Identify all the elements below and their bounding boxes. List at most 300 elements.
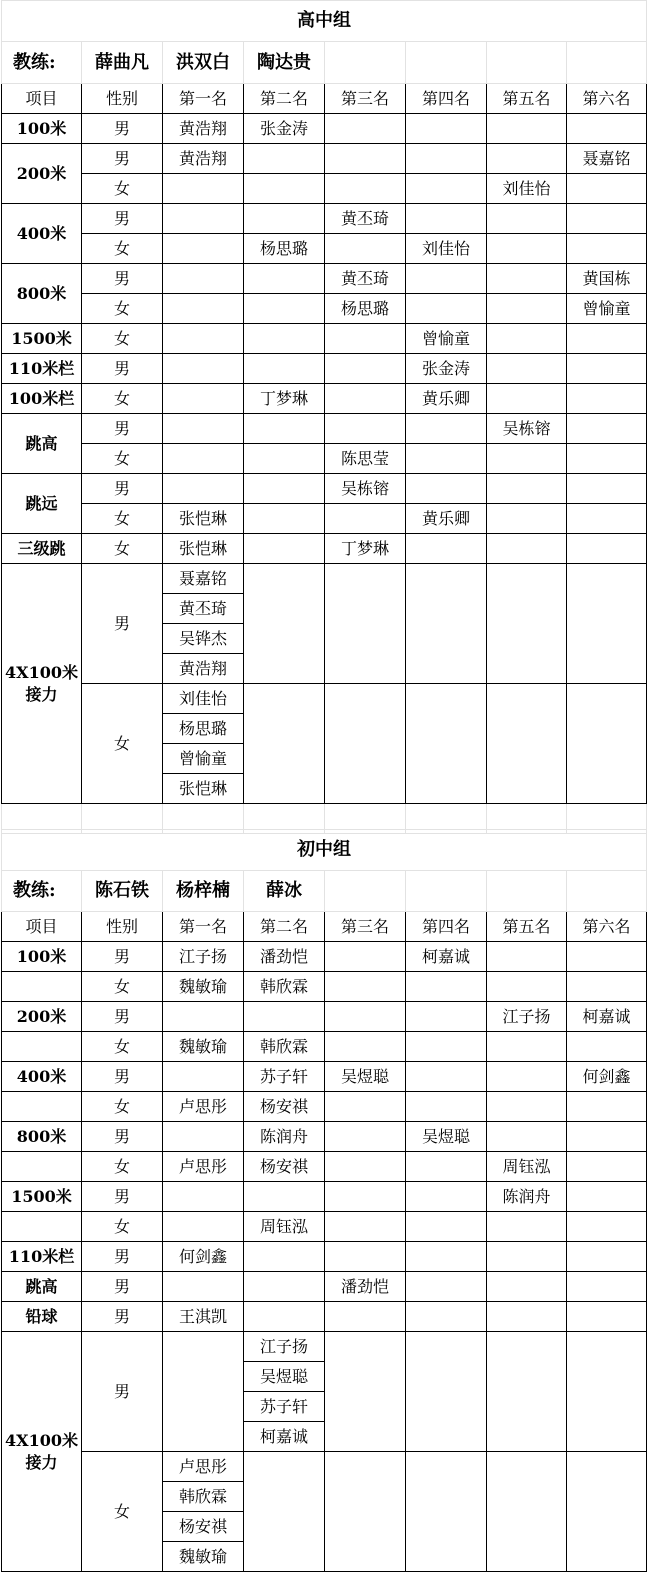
place-cell bbox=[244, 1002, 325, 1032]
junior-results-table bbox=[1, 941, 647, 1332]
place-cell: 潘劲恺 bbox=[244, 942, 325, 972]
gender-cell: 女 bbox=[82, 174, 163, 204]
table-row bbox=[2, 1002, 647, 1032]
table-row bbox=[2, 1152, 647, 1182]
place-cell: 吴煜聪 bbox=[325, 1062, 406, 1092]
table-row bbox=[2, 504, 647, 534]
place-cell bbox=[406, 1152, 487, 1182]
table-row bbox=[2, 942, 647, 972]
senior-title: 高中组 bbox=[2, 1, 647, 42]
place-cell: 柯嘉诚 bbox=[406, 942, 487, 972]
place-cell: 丁梦琳 bbox=[244, 384, 325, 414]
event-cell bbox=[2, 972, 82, 1002]
place-cell bbox=[406, 474, 487, 504]
place-cell bbox=[567, 1122, 647, 1152]
place-cell bbox=[406, 1272, 487, 1302]
place-cell bbox=[567, 534, 647, 564]
event-cell: 跳高 bbox=[2, 414, 82, 474]
event-cell bbox=[2, 1092, 82, 1122]
place-cell bbox=[487, 264, 567, 294]
place-cell bbox=[406, 1092, 487, 1122]
relay-row bbox=[2, 684, 647, 714]
table-row bbox=[2, 534, 647, 564]
header-gender: 性别 bbox=[82, 912, 163, 942]
place-cell bbox=[325, 504, 406, 534]
header-place-3: 第三名 bbox=[325, 912, 406, 942]
place-cell bbox=[487, 1062, 567, 1092]
relay-event-cell bbox=[2, 1332, 82, 1572]
table-row bbox=[2, 354, 647, 384]
place-cell bbox=[406, 1242, 487, 1272]
place-cell bbox=[244, 534, 325, 564]
header-place-5: 第五名 bbox=[487, 912, 567, 942]
place-cell: 陈思莹 bbox=[325, 444, 406, 474]
relay-event-line2: 接力 bbox=[25, 684, 58, 704]
place-cell bbox=[325, 1182, 406, 1212]
header-place-6: 第六名 bbox=[567, 84, 647, 114]
gender-cell: 男 bbox=[82, 942, 163, 972]
relay-member: 卢思彤 bbox=[163, 1452, 244, 1482]
place-cell: 吴栋镕 bbox=[325, 474, 406, 504]
relay-gender-female: 女 bbox=[82, 1452, 163, 1572]
table-row bbox=[2, 414, 647, 444]
place-cell bbox=[325, 1032, 406, 1062]
place-cell bbox=[325, 1152, 406, 1182]
junior-title: 初中组 bbox=[2, 830, 647, 871]
relay-member: 杨安祺 bbox=[163, 1512, 244, 1542]
place-cell bbox=[487, 354, 567, 384]
place-cell bbox=[325, 1302, 406, 1332]
place-cell bbox=[487, 1032, 567, 1062]
place-cell bbox=[325, 1212, 406, 1242]
place-cell bbox=[163, 1062, 244, 1092]
relay-member: 苏子轩 bbox=[244, 1392, 325, 1422]
relay-member: 江子扬 bbox=[244, 1332, 325, 1362]
place-cell bbox=[567, 384, 647, 414]
relay-member: 柯嘉诚 bbox=[244, 1422, 325, 1452]
place-cell: 杨安祺 bbox=[244, 1092, 325, 1122]
relay-member: 曾愉童 bbox=[163, 744, 244, 774]
relay-member: 黄丕琦 bbox=[163, 594, 244, 624]
place-cell bbox=[325, 942, 406, 972]
place-cell bbox=[163, 1182, 244, 1212]
relay-member: 杨思璐 bbox=[163, 714, 244, 744]
place-cell bbox=[325, 174, 406, 204]
place-cell bbox=[244, 1182, 325, 1212]
gender-cell: 女 bbox=[82, 1152, 163, 1182]
gender-cell: 女 bbox=[82, 1032, 163, 1062]
gender-cell: 女 bbox=[82, 504, 163, 534]
place-cell bbox=[406, 294, 487, 324]
place-cell bbox=[567, 234, 647, 264]
junior-section bbox=[1, 829, 646, 1572]
relay-row bbox=[2, 1332, 647, 1362]
place-cell: 柯嘉诚 bbox=[567, 1002, 647, 1032]
place-cell bbox=[567, 444, 647, 474]
place-cell: 何剑鑫 bbox=[567, 1062, 647, 1092]
place-cell bbox=[406, 114, 487, 144]
place-cell bbox=[567, 354, 647, 384]
gender-cell: 男 bbox=[82, 354, 163, 384]
header-gender: 性别 bbox=[82, 84, 163, 114]
place-cell bbox=[163, 474, 244, 504]
place-cell bbox=[567, 1092, 647, 1122]
place-cell: 吴煜聪 bbox=[406, 1122, 487, 1152]
relay-event-cell bbox=[2, 564, 82, 804]
place-cell: 聂嘉铭 bbox=[567, 144, 647, 174]
place-cell bbox=[487, 942, 567, 972]
header-place-2: 第二名 bbox=[244, 84, 325, 114]
senior-coach-label: 教练: bbox=[2, 42, 82, 84]
relay-member: 韩欣霖 bbox=[163, 1482, 244, 1512]
place-cell bbox=[487, 294, 567, 324]
relay-member: 张恺琳 bbox=[163, 774, 244, 804]
place-cell: 韩欣霖 bbox=[244, 1032, 325, 1062]
gender-cell: 男 bbox=[82, 1272, 163, 1302]
event-cell: 200米 bbox=[2, 144, 82, 204]
table-row bbox=[2, 1062, 647, 1092]
event-cell: 铅球 bbox=[2, 1302, 82, 1332]
senior-coach-2: 洪双白 bbox=[163, 42, 244, 84]
event-cell: 100米 bbox=[2, 114, 82, 144]
place-cell bbox=[325, 354, 406, 384]
gender-cell: 男 bbox=[82, 474, 163, 504]
place-cell: 刘佳怡 bbox=[487, 174, 567, 204]
place-cell bbox=[325, 234, 406, 264]
relay-member: 黄浩翔 bbox=[163, 654, 244, 684]
table-row bbox=[2, 474, 647, 504]
gender-cell: 男 bbox=[82, 414, 163, 444]
place-cell bbox=[487, 1242, 567, 1272]
place-cell: 杨思璐 bbox=[244, 234, 325, 264]
gender-cell: 女 bbox=[82, 384, 163, 414]
place-cell bbox=[487, 1122, 567, 1152]
place-cell bbox=[406, 264, 487, 294]
place-cell bbox=[244, 1302, 325, 1332]
place-cell bbox=[163, 1122, 244, 1152]
place-cell bbox=[163, 444, 244, 474]
place-cell: 黄丕琦 bbox=[325, 204, 406, 234]
header-event: 项目 bbox=[2, 912, 82, 942]
place-cell bbox=[163, 204, 244, 234]
place-cell bbox=[325, 1092, 406, 1122]
place-cell bbox=[487, 1212, 567, 1242]
place-cell: 黄国栋 bbox=[567, 264, 647, 294]
relay-event-line1: 4X100米 bbox=[5, 662, 78, 682]
gender-cell: 女 bbox=[82, 972, 163, 1002]
place-cell: 陈润舟 bbox=[487, 1182, 567, 1212]
place-cell: 韩欣霖 bbox=[244, 972, 325, 1002]
header-place-3: 第三名 bbox=[325, 84, 406, 114]
header-place-1: 第一名 bbox=[163, 912, 244, 942]
place-cell bbox=[567, 174, 647, 204]
junior-coach-label: 教练: bbox=[2, 871, 82, 912]
event-cell: 1500米 bbox=[2, 324, 82, 354]
place-cell bbox=[406, 1182, 487, 1212]
place-cell bbox=[487, 972, 567, 1002]
place-cell: 曾愉童 bbox=[406, 324, 487, 354]
place-cell bbox=[406, 144, 487, 174]
place-cell: 何剑鑫 bbox=[163, 1242, 244, 1272]
gender-cell: 男 bbox=[82, 1002, 163, 1032]
place-cell bbox=[567, 1152, 647, 1182]
table-row bbox=[2, 234, 647, 264]
event-cell: 800米 bbox=[2, 1122, 82, 1152]
place-cell bbox=[244, 504, 325, 534]
table-row bbox=[2, 114, 647, 144]
event-cell: 三级跳 bbox=[2, 534, 82, 564]
place-cell bbox=[406, 414, 487, 444]
gender-cell: 女 bbox=[82, 234, 163, 264]
senior-coach-3: 陶达贵 bbox=[244, 42, 325, 84]
gender-cell: 男 bbox=[82, 1242, 163, 1272]
place-cell bbox=[567, 114, 647, 144]
gender-cell: 男 bbox=[82, 114, 163, 144]
table-row bbox=[2, 1212, 647, 1242]
relay-member: 吴铧杰 bbox=[163, 624, 244, 654]
place-cell bbox=[487, 234, 567, 264]
place-cell bbox=[406, 1032, 487, 1062]
place-cell bbox=[244, 414, 325, 444]
place-cell bbox=[567, 414, 647, 444]
place-cell bbox=[244, 324, 325, 354]
gender-cell: 男 bbox=[82, 1062, 163, 1092]
place-cell bbox=[487, 1092, 567, 1122]
gender-cell: 男 bbox=[82, 1302, 163, 1332]
relay-row bbox=[2, 1452, 647, 1482]
senior-header-row bbox=[2, 84, 647, 114]
senior-coach-1: 薛曲凡 bbox=[82, 42, 163, 84]
place-cell bbox=[163, 294, 244, 324]
relay-member: 吴煜聪 bbox=[244, 1362, 325, 1392]
place-cell: 黄乐卿 bbox=[406, 504, 487, 534]
place-cell bbox=[567, 1212, 647, 1242]
gender-cell: 女 bbox=[82, 324, 163, 354]
event-cell: 跳远 bbox=[2, 474, 82, 534]
header-place-1: 第一名 bbox=[163, 84, 244, 114]
junior-table bbox=[1, 829, 647, 942]
junior-header-row bbox=[2, 912, 647, 942]
place-cell bbox=[487, 1302, 567, 1332]
place-cell: 周钰泓 bbox=[487, 1152, 567, 1182]
place-cell bbox=[406, 1212, 487, 1242]
place-cell bbox=[325, 1122, 406, 1152]
place-cell bbox=[567, 942, 647, 972]
place-cell bbox=[406, 534, 487, 564]
relay-member: 刘佳怡 bbox=[163, 684, 244, 714]
place-cell bbox=[163, 324, 244, 354]
place-cell bbox=[567, 504, 647, 534]
place-cell bbox=[163, 354, 244, 384]
place-cell bbox=[163, 234, 244, 264]
place-cell bbox=[487, 1272, 567, 1302]
relay-event-line1: 4X100米 bbox=[5, 1430, 78, 1450]
place-cell bbox=[406, 972, 487, 1002]
place-cell: 曾愉童 bbox=[567, 294, 647, 324]
place-cell bbox=[487, 384, 567, 414]
junior-coach-3: 薛冰 bbox=[244, 871, 325, 912]
place-cell: 黄浩翔 bbox=[163, 114, 244, 144]
place-cell bbox=[325, 384, 406, 414]
table-row bbox=[2, 1032, 647, 1062]
event-cell: 1500米 bbox=[2, 1182, 82, 1212]
event-cell: 100米栏 bbox=[2, 384, 82, 414]
relay-member: 魏敏瑜 bbox=[163, 1542, 244, 1572]
place-cell: 张金涛 bbox=[406, 354, 487, 384]
relay-gender-male: 男 bbox=[82, 564, 163, 684]
place-cell bbox=[163, 174, 244, 204]
place-cell bbox=[487, 444, 567, 474]
place-cell: 卢思彤 bbox=[163, 1152, 244, 1182]
event-cell: 400米 bbox=[2, 204, 82, 264]
relay-gender-female: 女 bbox=[82, 684, 163, 804]
place-cell bbox=[244, 444, 325, 474]
gender-cell: 女 bbox=[82, 1212, 163, 1242]
place-cell bbox=[325, 972, 406, 1002]
place-cell bbox=[244, 1272, 325, 1302]
event-cell: 100米 bbox=[2, 942, 82, 972]
gender-cell: 男 bbox=[82, 204, 163, 234]
relay-row bbox=[2, 564, 647, 594]
table-row bbox=[2, 204, 647, 234]
place-cell bbox=[406, 444, 487, 474]
table-row bbox=[2, 1272, 647, 1302]
header-place-5: 第五名 bbox=[487, 84, 567, 114]
gender-cell: 男 bbox=[82, 264, 163, 294]
place-cell bbox=[567, 1182, 647, 1212]
table-row bbox=[2, 384, 647, 414]
event-cell: 跳高 bbox=[2, 1272, 82, 1302]
place-cell: 张恺琳 bbox=[163, 534, 244, 564]
gender-cell: 男 bbox=[82, 1182, 163, 1212]
place-cell: 吴栋镕 bbox=[487, 414, 567, 444]
place-cell: 杨思璐 bbox=[325, 294, 406, 324]
header-place-6: 第六名 bbox=[567, 912, 647, 942]
place-cell bbox=[163, 384, 244, 414]
place-cell bbox=[325, 1002, 406, 1032]
place-cell: 丁梦琳 bbox=[325, 534, 406, 564]
event-cell: 800米 bbox=[2, 264, 82, 324]
place-cell bbox=[487, 504, 567, 534]
place-cell bbox=[406, 1062, 487, 1092]
place-cell: 刘佳怡 bbox=[406, 234, 487, 264]
table-row bbox=[2, 144, 647, 174]
header-place-4: 第四名 bbox=[406, 84, 487, 114]
place-cell: 魏敏瑜 bbox=[163, 972, 244, 1002]
place-cell: 张恺琳 bbox=[163, 504, 244, 534]
place-cell bbox=[244, 264, 325, 294]
table-row bbox=[2, 174, 647, 204]
place-cell bbox=[244, 174, 325, 204]
event-cell: 110米栏 bbox=[2, 354, 82, 384]
place-cell bbox=[567, 204, 647, 234]
place-cell bbox=[325, 144, 406, 174]
place-cell bbox=[163, 264, 244, 294]
event-cell: 200米 bbox=[2, 1002, 82, 1032]
place-cell bbox=[487, 474, 567, 504]
place-cell bbox=[487, 204, 567, 234]
place-cell bbox=[244, 204, 325, 234]
event-cell: 110米栏 bbox=[2, 1242, 82, 1272]
place-cell bbox=[325, 1242, 406, 1272]
place-cell bbox=[163, 414, 244, 444]
table-row bbox=[2, 264, 647, 294]
place-cell bbox=[244, 354, 325, 384]
place-cell bbox=[163, 1272, 244, 1302]
place-cell: 陈润舟 bbox=[244, 1122, 325, 1152]
table-row bbox=[2, 294, 647, 324]
relay-gender-male: 男 bbox=[82, 1332, 163, 1452]
header-event: 项目 bbox=[2, 84, 82, 114]
relay-event-line2: 接力 bbox=[25, 1452, 58, 1472]
senior-section bbox=[1, 0, 646, 834]
place-cell bbox=[567, 1032, 647, 1062]
junior-coach-2: 杨梓楠 bbox=[163, 871, 244, 912]
place-cell bbox=[487, 144, 567, 174]
place-cell: 杨安祺 bbox=[244, 1152, 325, 1182]
place-cell bbox=[567, 1302, 647, 1332]
place-cell: 苏子轩 bbox=[244, 1062, 325, 1092]
place-cell bbox=[406, 1302, 487, 1332]
table-row bbox=[2, 1182, 647, 1212]
place-cell bbox=[325, 414, 406, 444]
place-cell bbox=[244, 1242, 325, 1272]
place-cell: 张金涛 bbox=[244, 114, 325, 144]
gender-cell: 男 bbox=[82, 1122, 163, 1152]
event-cell bbox=[2, 1212, 82, 1242]
event-cell bbox=[2, 1032, 82, 1062]
table-row bbox=[2, 1122, 647, 1152]
place-cell bbox=[163, 1212, 244, 1242]
place-cell: 江子扬 bbox=[163, 942, 244, 972]
event-cell bbox=[2, 1152, 82, 1182]
place-cell: 黄丕琦 bbox=[325, 264, 406, 294]
gender-cell: 女 bbox=[82, 294, 163, 324]
place-cell bbox=[325, 324, 406, 354]
header-place-2: 第二名 bbox=[244, 912, 325, 942]
gender-cell: 女 bbox=[82, 444, 163, 474]
gender-cell: 男 bbox=[82, 144, 163, 174]
place-cell: 潘劲恺 bbox=[325, 1272, 406, 1302]
place-cell bbox=[487, 324, 567, 354]
place-cell bbox=[244, 144, 325, 174]
gender-cell: 女 bbox=[82, 1092, 163, 1122]
table-row bbox=[2, 1092, 647, 1122]
place-cell: 黄乐卿 bbox=[406, 384, 487, 414]
table-row bbox=[2, 324, 647, 354]
table-row bbox=[2, 972, 647, 1002]
place-cell: 王淇凯 bbox=[163, 1302, 244, 1332]
junior-relay-table bbox=[1, 1331, 647, 1572]
place-cell bbox=[406, 204, 487, 234]
place-cell bbox=[406, 1002, 487, 1032]
place-cell bbox=[325, 114, 406, 144]
place-cell: 周钰泓 bbox=[244, 1212, 325, 1242]
place-cell bbox=[567, 972, 647, 1002]
place-cell bbox=[487, 534, 567, 564]
gender-cell: 女 bbox=[82, 534, 163, 564]
place-cell: 江子扬 bbox=[487, 1002, 567, 1032]
place-cell: 卢思彤 bbox=[163, 1092, 244, 1122]
table-row bbox=[2, 444, 647, 474]
event-cell: 400米 bbox=[2, 1062, 82, 1092]
place-cell bbox=[244, 474, 325, 504]
senior-table bbox=[1, 0, 647, 834]
place-cell: 黄浩翔 bbox=[163, 144, 244, 174]
place-cell bbox=[567, 324, 647, 354]
place-cell bbox=[406, 174, 487, 204]
place-cell bbox=[163, 1002, 244, 1032]
